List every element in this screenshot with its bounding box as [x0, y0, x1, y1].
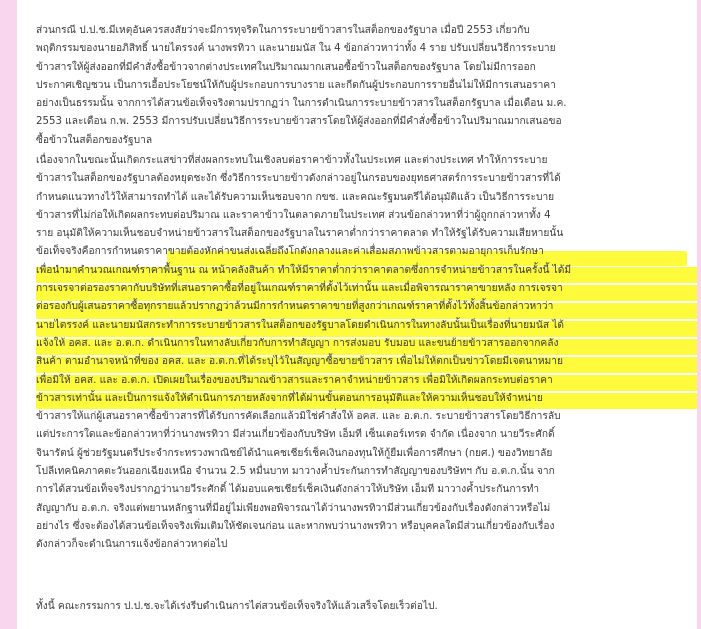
text-line: พฤติกรรมของนายอภิสิทธิ์ นายไตรรงค์ นางพรทิวา และนายมนัส ใน 4 ข้อกล่าวหาว่าทั้ง 4 ราย ปรับเปลี่ยนวิธีการระบาย — [36, 43, 556, 55]
text-line: ข้าวสารในสต็อกของรัฐบาลต้องหยุดชะงัก ซึ่งวิธีการระบายข้าวดังกล่าวอยู่ในกรอบของยุทธศาสตร์การระบายข้าวสารที่ได้ — [36, 173, 561, 185]
text-line: ข้าวสารที่ไม่ก่อให้เกิดผลกระทบต่อปริมาณ และราคาข้าวในตลาดภายในประเทศ ส่วนข้อกล่าวหาที่ว่าผู้ถูกกล่าวหาทั้ง 4 — [36, 209, 551, 221]
paragraph-1 — [36, 22, 696, 150]
text-line: ส่วนกรณี ป.ป.ช.มีเหตุอันควรสงสัยว่าจะมีการทุจริตในการระบายข้าวสารในสต็อกของรัฐบาล เมื่อปี 2553 เกี่ยวกับ — [36, 25, 530, 36]
text-line: จินารัตน์ ผู้ช่วยรัฐมนตรีประจำกระทรวงพาณิชย์ได้นำแคชเชียร์เช็คเงินกองทุนให้กู้ยืมเพื่อการศึกษา (กยศ.) ของวิทยาลัย — [36, 447, 553, 459]
text-line: ดังกล่าวก็จะดำเนินการแจ้งข้อกล่าวหาต่อไป — [36, 539, 228, 551]
text-line: ข้าวสารเท่านั้น และเป็นการแจ้งให้ดำเนินการภายหลังจากที่ได้ผ่านขั้นตอนการอนุมัติและให้ความเห็นชอบให้จำหน่าย — [36, 392, 543, 404]
text-line: โปลีเทคนิคภาคตะวันออกเฉียงเหนือ จำนวน 2.5 หมื่นบาท มาวางค้ำประกันการทำสัญญาของบริษัทฯ กับ อ.ต.ก.นั้น จาก — [36, 466, 555, 478]
text-line: ข้อเท็จจริงคือการกำหนดราคาขายต้องหักค่าขนส่งเฉลี่ยถึงโกดังกลางและค่าเสื่อมสภาพข้าวสารตามอายุการเก็บรักษา — [36, 246, 544, 258]
text-line: นายไตรรงค์ และนายมนัสกระทำการระบายข้าวสารในสต็อกของรัฐบาลโดยดำเนินการในทางลับนั้นเป็นเรื่องที่นายมนัส ได้ — [36, 319, 565, 331]
text-line: ทั้งนี้ คณะกรรมการ ป.ป.ช.จะได้เร่งรีบดำเนินการไต่สวนข้อเท็จจริงให้แล้วเสร็จโดยเร็วต่อไป. — [36, 601, 438, 612]
text-line: อย่างเป็นธรรมนั้น จากการได้สวนข้อเท็จจริงตามปรากฏว่า ในการดำเนินการระบายข้าวสารในสต็อกรัฐบาล เมื่อเดือน ม.ค. — [36, 98, 567, 110]
text-line: สินค้า ตามอำนาจหน้าที่ของ อคส. และ อ.ต.ก.ที่ได้ระบุไว้ในสัญญาซื้อขายข้าวสาร เพื่อไม่ให้ตกเป็นข่าวโดยมีเจตนาหมาย — [36, 356, 563, 368]
text-line: เพื่อมิให้ อคส. และ อ.ต.ก. เปิดเผยในเรื่องของปริมาณข้าวสารและราคาจำหน่ายข้าวสาร เพื่อมิให้เกิดผลกระทบต่อราคา — [36, 374, 553, 386]
text-line: ประกาศเชิญชวน เป็นการเอื้อประโยชน์ให้กับผู้ประกอบการบางราย และกีดกันผู้ประกอบการรายอื่นไม่ให้มีการเสนอราคา — [36, 79, 556, 91]
text-line: สัญญากับ อ.ต.ก. จริงแต่พยานหลักฐานที่มีอยู่ไม่เพียงพอพิจารณาได้ว่านางพรทิวามีส่วนเกี่ยวข้องกับเรื่องดังกล่าวหรือไม่ — [36, 502, 551, 514]
text-line: กำหนดแนวทางไว้ให้สามารถทำได้ และได้รับความเห็นชอบจาก กขช. และคณะรัฐมนตรีได้อนุมัติแล้ว เป็นวิธีการระบาย — [36, 191, 555, 203]
text-line: ซื้อข้าวในสต็อกของรัฐบาล — [36, 134, 153, 146]
text-line: แจ้งให้ อคส. และ อ.ต.ก. ดำเนินการในทางลับเกี่ยวกับการทำสัญญา การส่งมอบ รับมอบ และขนย้ายข้าวสารออกจากคลัง — [36, 337, 559, 349]
text-line: เนื่องจากในขณะนั้นเกิดกระแสข่าวที่ส่งผลกระทบในเชิงลบต่อราคาข้าวทั้งในประเทศ และต่างประเทศ ทำให้การระบาย — [36, 155, 548, 166]
text-line: เพื่อนำมาคำนวณเกณฑ์ราคาพื้นฐาน ณ หน้าคลังสินค้า ทำให้มีราคาต่ำกว่าราคาตลาดซึ่งการจำหน่ายข้าวสารในครั้งนี้ ได้มี — [36, 264, 572, 276]
paragraph-3 — [36, 598, 696, 616]
text-line: ข้าวสารให้แก่ผู้เสนอราคาซื้อข้าวสารที่ได้รับการคัดเลือกแล้วมิใช่คำสั่งให้ อคส. และ อ.ต.ก. ระบายข้าวสารโดยวิธีการลับ — [36, 411, 561, 423]
text-line: อย่างไร ซึ่งจะต้องได้สวนข้อเท็จจริงเพิ่มเติมให้ชัดเจนก่อน และหากพบว่านางพรทิวา หรือบุคคลใดมีส่วนเกี่ยวข้องกับเรื่อง — [36, 520, 555, 532]
text-line: แต่ประการใดและข้อกล่าวหาที่ว่านางพรทิวา มีส่วนเกี่ยวข้องกับบริษัท เอ็มที เซ็นเตอร์เทรด จำกัด เนื่องจาก นายวีระศักดิ์ — [36, 429, 555, 441]
paragraph-2 — [36, 152, 696, 555]
text-line: ข้าวสารให้ผู้ส่งออกที่มีคำสั่งซื้อข้าวจากต่างประเทศในปริมาณมากเสนอซื้อข้าวในสต็อกของรัฐบาล โดยไม่มีการออก — [36, 61, 536, 73]
text-line: การเจรจาต่อรองราคากับบริษัทที่เสนอราคาซื้อที่อยู่ในเกณฑ์ราคาที่ตั้งไว้เท่านั้น และเมื่อพิจารณาราคาขายหลัง การเจรจา — [36, 283, 563, 295]
text-line: การได้สวนข้อเท็จจริงปรากฏว่านายวีระศักดิ์ ได้มอบแคชเชียร์เช็คเงินดังกล่าวให้บริษัท เอ็มที มาวางค้ำประกันการทำ — [36, 484, 540, 496]
text-line: 2553 และเดือน ก.พ. 2553 มีการปรับเปลี่ยนวิธีการระบายข้าวสารโดยให้ผู้ส่งออกที่มีคำสั่งซื้อข้าวในปริมาณมากเสนอขอ — [36, 116, 562, 128]
document-page — [17, 0, 697, 629]
text-line: ต่อรองกับผู้เสนอราคาซื้อทุกรายแล้วปรากฏว่าล้วนมีการกำหนดราคาขายที่สูงกว่าเกณฑ์ราคาที่ตั้งไว้ทั้งสิ้นข้อกล่าวหาว่า — [36, 301, 554, 313]
text-line: ราย อนุมัติให้ความเห็นชอบจำหน่ายข้าวสารในสต็อกของรัฐบาลในราคาต่ำกว่าราคาตลาด ทำให้รัฐได้รับความเสียหายนั้น — [36, 228, 564, 240]
